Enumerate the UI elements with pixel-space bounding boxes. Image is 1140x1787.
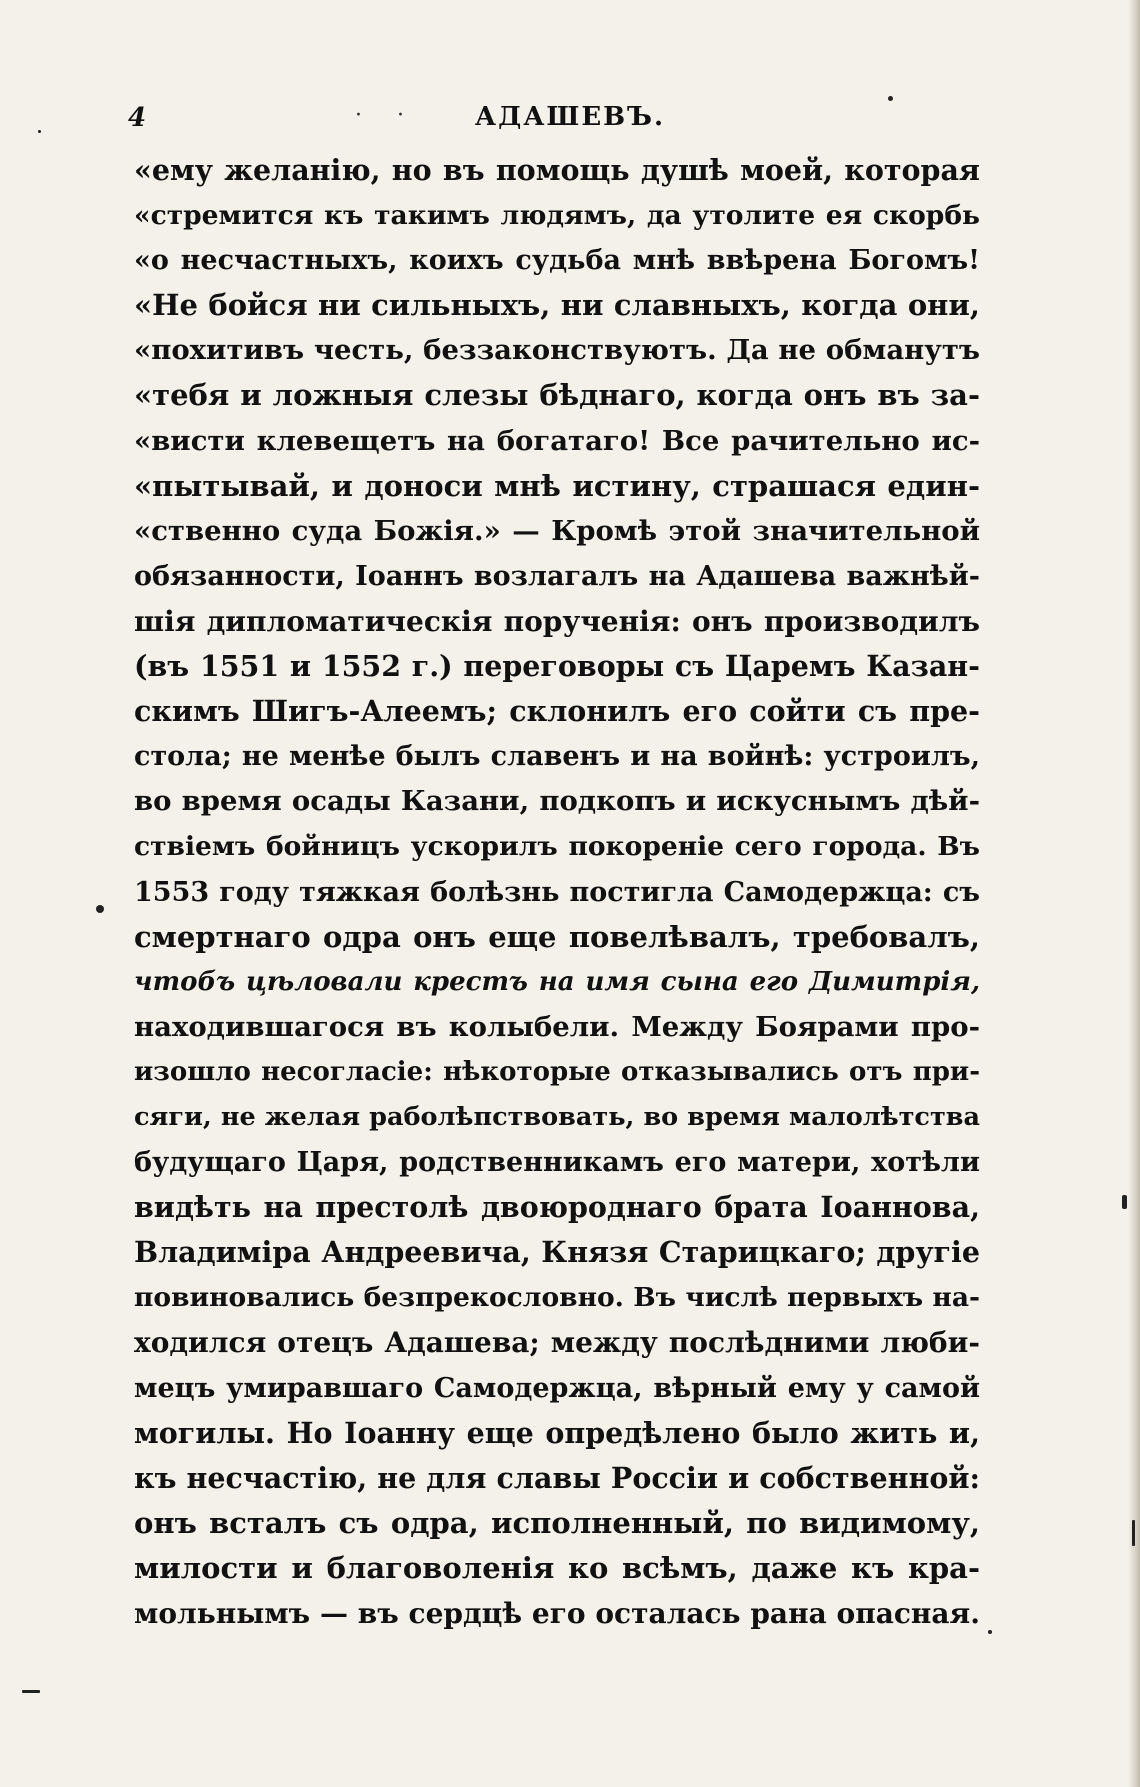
text-line: скимъ Шигъ-Алеемъ; склонилъ его сойти съ пре- <box>134 694 980 729</box>
text-line: видѣть на престолѣ двоюроднаго брата Іоаннова, <box>134 1190 980 1225</box>
text-line: милости и благоволенія ко всѣмъ, даже къ кра- <box>134 1550 980 1585</box>
text-line: Владиміра Андреевича, Князя Старицкаго; другіе <box>134 1235 980 1270</box>
scan-speck <box>1122 1195 1127 1209</box>
text-line: будущаго Царя, родственникамъ его матери, хотѣли <box>134 1147 980 1179</box>
scan-speck <box>888 96 893 101</box>
text-line: «пытывай, и доноси мнѣ истину, страшася един- <box>134 468 980 503</box>
text-line: (въ 1551 и 1552 г.) переговоры съ Царемъ Казан- <box>134 649 980 684</box>
text-line: шія дипломатическія порученія: онъ производилъ <box>134 604 980 638</box>
text-line: мольнымъ — въ сердцѣ его осталась рана опасная. <box>134 1597 980 1630</box>
body-text <box>134 148 980 1636</box>
text-line: смертнаго одра онъ еще повелѣвалъ, требовалъ, <box>134 919 980 954</box>
text-line: «тебя и ложныя слезы бѣднаго, когда онъ въ за- <box>134 378 980 413</box>
text-line: стола; не менѣе былъ славенъ и на войнѣ: устроилъ, <box>134 741 980 773</box>
scan-speck <box>22 1690 40 1693</box>
text-line: къ несчастію, не для славы Россіи и собственной: <box>134 1460 980 1495</box>
text-line: 1553 году тяжкая болѣзнь постигла Самодержца: съ <box>134 876 980 908</box>
italic-text-line: чтобъ цѣловали крестъ на имя сына его Димитрія, <box>134 966 980 997</box>
scan-speck <box>38 130 41 133</box>
text-line: «ему желанію, но въ помощь душѣ моей, которая <box>134 153 980 187</box>
text-line: «висти клевещетъ на богатаго! Все рачительно ис- <box>134 424 980 457</box>
text-line: «о несчастныхъ, коихъ судьба мнѣ ввѣрена Богомъ! <box>134 245 980 277</box>
text-line: находившагося въ колыбели. Между Боярами про- <box>134 1010 980 1043</box>
text-line: ствіемъ бойницъ ускорилъ покореніе сего города. Въ <box>134 831 980 863</box>
running-title: АДАШЕВЪ. <box>474 102 666 132</box>
text-line: «Не бойся ни сильныхъ, ни славныхъ, когда они, <box>134 288 980 323</box>
text-line: ходился отецъ Адашева; между послѣдними люби- <box>134 1326 980 1360</box>
text-line: повиновались безпрекословно. Въ числѣ первыхъ на- <box>134 1282 980 1314</box>
text-line: «похитивъ честь, беззаконствуютъ. Да не обманутъ <box>134 334 980 367</box>
text-line: «стремится къ такимъ людямъ, да утолите ея скорбь <box>134 200 980 232</box>
scan-speck <box>1132 1520 1135 1546</box>
text-line: во время осады Казани, подкопъ и искуснымъ дѣй- <box>134 785 980 818</box>
text-line: мецъ умиравшаго Самодержца, вѣрный ему у самой <box>134 1372 980 1404</box>
text-line: обязанности, Іоаннъ возлагалъ на Адашева важнѣй- <box>134 560 980 592</box>
text-line: «ственно суда Божія.» — Кромѣ этой значительной <box>134 514 980 547</box>
text-line: сяги, не желая раболѣпствовать, во время малолѣтства <box>134 1101 980 1132</box>
text-line: онъ всталъ съ одра, исполненный, по видимому, <box>134 1505 980 1540</box>
header-dots: · · <box>355 103 418 128</box>
page-number: 4 <box>128 103 147 133</box>
scan-edge-shadow <box>1128 0 1140 1787</box>
scan-speck <box>96 905 104 913</box>
scan-speck <box>988 1630 992 1634</box>
text-line: изошло несогласіе: нѣкоторые отказывались отъ при- <box>134 1056 980 1087</box>
text-line: могилы. Но Іоанну еще опредѣлено было жить и, <box>134 1415 980 1450</box>
